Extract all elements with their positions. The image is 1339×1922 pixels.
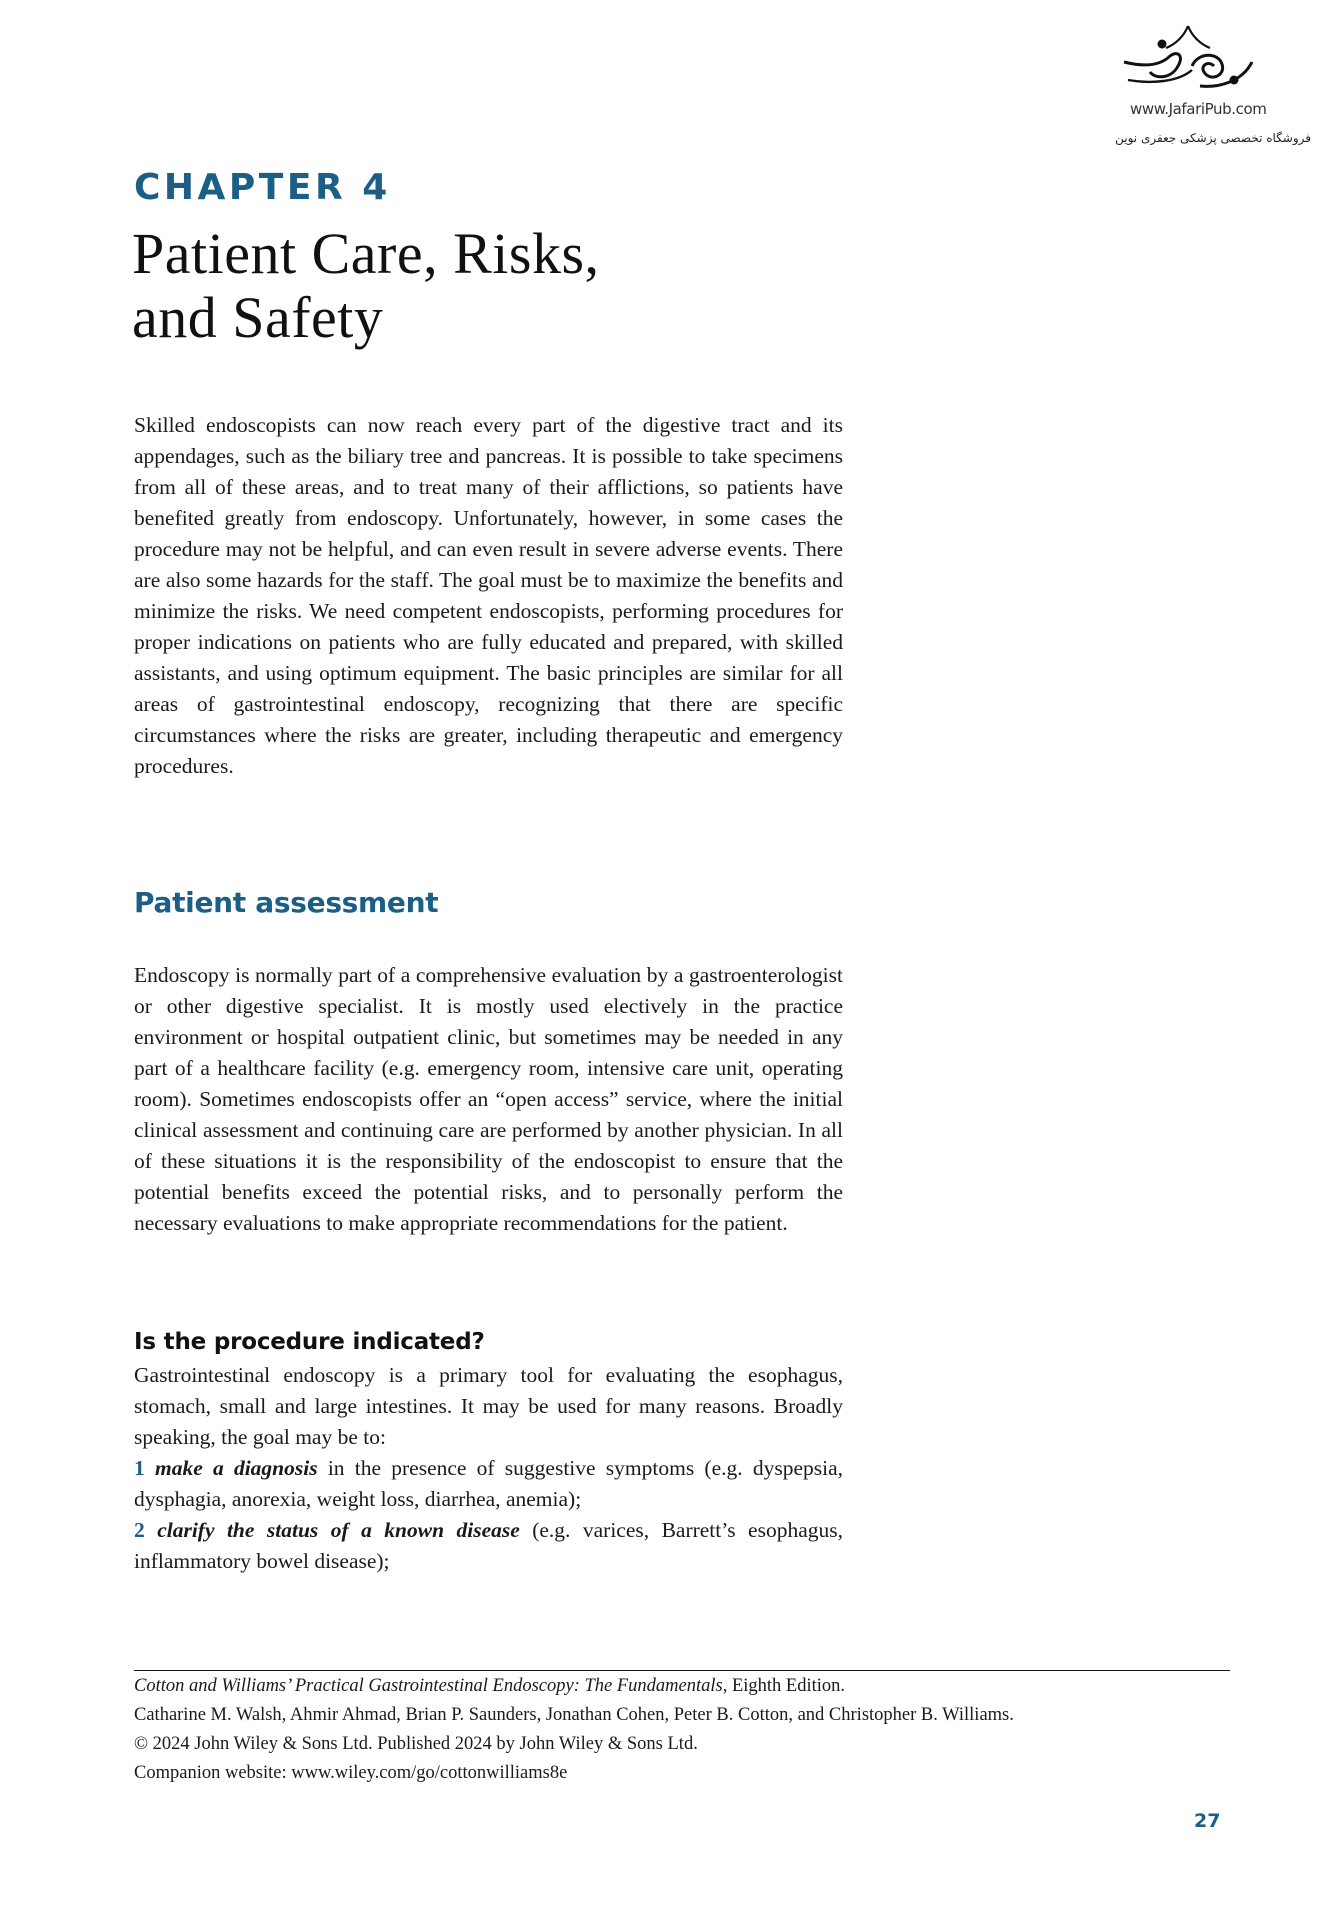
list-item [134,1515,843,1577]
chapter-title-line-1: Patient Care, Risks, [132,221,600,286]
subsection-heading-procedure-indicated: Is the procedure indicated? [134,1329,485,1355]
section-heading-patient-assessment: Patient assessment [134,886,439,919]
patient-assessment-section [134,960,843,1239]
publisher-tagline: فروشگاه تخصصی پزشکی جعفری نوین [1115,131,1311,145]
publisher-logo [1100,18,1325,158]
list-item-number: 2 [134,1518,145,1542]
list-item-emphasis: make a diagnosis [154,1456,318,1480]
footer-citation [134,1672,1254,1788]
publisher-url: www.JafariPub.com [1130,100,1267,118]
footer-website-link[interactable]: www.wiley.com/go/cottonwilliams8e [291,1763,568,1783]
footer-authors: Catharine M. Walsh, Ahmir Ahmad, Brian P. Saunders, Jonathan Cohen, Peter B. Cotton, and Christopher B. Williams. [134,1705,1014,1725]
chapter-label: CHAPTER 4 [134,167,391,208]
chapter-title [132,222,600,350]
list-item-number: 1 [134,1456,145,1480]
list-item-emphasis: clarify the status of a known disease [157,1518,520,1542]
chapter-title-line-2: and Safety [132,285,384,350]
patient-assessment-paragraph: Endoscopy is normally part of a comprehensive evaluation by a gastroenterologist or other digestive specialist. It is mostly used electively in the practice environment or hospital outpatient clinic, but sometimes may be needed in any part of a healthcare facility (e.g. emergency room, intensive care unit, operating room). Sometimes endoscopists offer an “open access” service, where the initial clinical assessment and continuing care are performed by another physician. In all of these situations it is the responsibility of the endoscopist to ensure that the potential benefits exceed the potential risks, and to personally perform the necessary evaluations to make appropriate recommendations for the patient. [134,963,843,1235]
footer-book-line [134,1672,1254,1701]
list-item-text: (e.g. varices, Barrett’s esophagus, inflammatory bowel disease); [134,1518,843,1573]
footer-website-line [134,1759,1254,1788]
intro-paragraph: Skilled endoscopists can now reach every part of the digestive tract and its appendages, such as the biliary tree and pancreas. It is possible to take specimens from all of these areas, and to treat many of their afflictions, so patients have benefited greatly from endoscopy. Unfortunately, however, in some cases the procedure may not be helpful, and can even result in severe adverse events. There are also some hazards for the staff. The goal must be to maximize the benefits and minimize the risks. We need competent endoscopists, performing procedures for proper indications on patients who are fully educated and prepared, with skilled assistants, and using optimum equipment. The basic principles are similar for all areas of gastrointestinal endoscopy, recognizing that there are specific circumstances where the risks are greater, including therapeutic and emergency procedures. [134,413,843,778]
footer-book-title: Cotton and Williams’ Practical Gastrointestinal Endoscopy: The Fundamentals [134,1676,723,1696]
procedure-indicated-section [134,1360,843,1577]
procedure-indicated-paragraph: Gastrointestinal endoscopy is a primary tool for evaluating the esophagus, stomach, small and large intestines. It may be used for many reasons. Broadly speaking, the goal may be to: [134,1363,843,1449]
footer-edition: , Eighth Edition. [722,1676,846,1696]
list-item-text: in the presence of suggestive symptoms (e.g. dyspepsia, dysphagia, anorexia, weight loss, diarrhea, anemia); [134,1456,844,1511]
footer-copyright: © 2024 John Wiley & Sons Ltd. Published 2024 by John Wiley & Sons Ltd. [134,1734,698,1754]
jafaripub-calligraphy-icon [1118,22,1258,100]
list-item [134,1453,843,1515]
footer-website-label: Companion website: [134,1763,292,1783]
intro-section [134,410,843,782]
page-number: 27 [1194,1810,1221,1832]
footer-divider [134,1670,1230,1671]
